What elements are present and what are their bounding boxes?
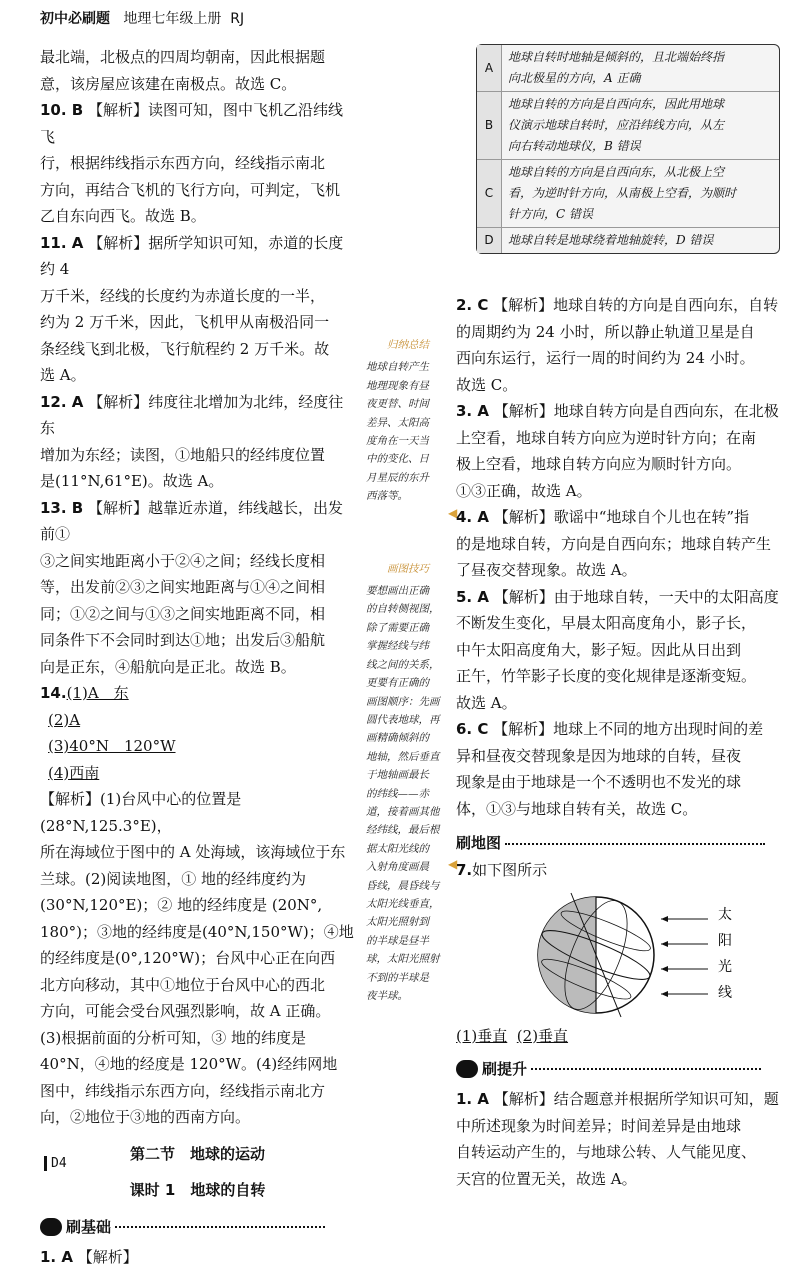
- q1-tag: 【解析】: [77, 1248, 138, 1267]
- q2-tag: 【解析】: [493, 296, 554, 314]
- q11-line: 选 A。: [40, 366, 86, 384]
- tip-line: 据太阳光线的: [366, 842, 429, 855]
- q2-line: 的周期约为 24 小时，所以静止轨道卫星是自: [456, 322, 755, 341]
- right-column: [456, 292, 786, 1192]
- q14-answer: (1)A 东: [66, 684, 129, 702]
- q10-line: 乙自东向西飞。故选 B。: [40, 207, 206, 225]
- summary-line: 夜更替、时间: [366, 398, 429, 411]
- q10-line: 读图可知，图中飞机乙沿纬线飞: [40, 101, 344, 146]
- section-title: 第二节 地球的运动: [129, 1144, 265, 1163]
- summary-line: 西落等。: [366, 490, 408, 503]
- row-line: 地球自转是地球绕着地轴旋转，D 错误: [508, 233, 714, 247]
- question-13: [40, 495, 355, 681]
- q3-line: 极上空看，地球自转方向应为顺时针方向。: [456, 455, 742, 473]
- row-line: 针方向，C 错误: [508, 207, 593, 221]
- q14-line: 方向，可能会受台风强烈影响，故 A 正确。: [40, 1002, 331, 1020]
- q14-line: (30°N,120°E)；② 地的经纬度是 (20N°,: [40, 896, 323, 914]
- advance-badge-label: 刷提升: [482, 1059, 528, 1078]
- q10-line: 方向，再结合飞机的飞行方向，可判定，飞机: [40, 180, 341, 199]
- tip-line: 圆代表地球，再: [366, 713, 440, 726]
- summary-line: 差异、太阳高: [366, 416, 429, 429]
- q12-number: 12. A: [40, 392, 84, 411]
- q5-line: 不断发生变化，早晨太阳高度角小，影子长，: [456, 614, 757, 632]
- q14-line: 兰球。(2)阅读地图，① 地的经纬度约为: [40, 869, 307, 888]
- q14-line: 的经纬度是(0°,120°W)；台风中心正在向西: [40, 949, 336, 967]
- sun-label: 阳: [718, 933, 732, 949]
- q2-line: 西向东运行，运行一周的时间约为 24 小时。: [456, 349, 755, 367]
- q2-line: 故选 C。: [456, 375, 518, 394]
- question-4: [456, 504, 786, 584]
- p1-line: 天宫的位置无关，故选 A。: [456, 1169, 637, 1188]
- q7-answer: (2)垂直: [516, 1027, 569, 1045]
- q13-line: 同；①②之间与①③之间实地距离不同，相: [40, 604, 326, 623]
- q13-line: 同条件下不会同时到达①地；出发后③船航: [40, 631, 326, 649]
- row-line: 向右转动地球仪，B 错误: [508, 139, 641, 153]
- option-analysis-table: [476, 44, 780, 254]
- q4-tag: 【解析】: [493, 508, 554, 526]
- q14-line: (1)台风中心的位置是(28°N,125.3°E)，: [40, 790, 242, 835]
- q3-line: ①③正确，故选 A。: [456, 481, 592, 500]
- q6-line: 地球上不同的地方出现时间的差: [553, 720, 764, 738]
- q2-line: 地球自转的方向是自西向东，自转: [553, 296, 779, 314]
- drawing-tip-tag: 画图技巧: [387, 562, 429, 575]
- tip-line: 画精确倾斜的: [366, 732, 429, 745]
- question-3: [456, 398, 786, 504]
- summary-line: 地理现象有昼: [366, 379, 429, 392]
- question-2: [456, 292, 786, 398]
- lesson-title: 课时 1 地球的自转: [129, 1181, 266, 1199]
- tip-line: 画图顺序：先画: [366, 695, 440, 708]
- row-line: 地球自转的方向是自西向东，从北极上空: [508, 165, 725, 179]
- dotted-divider: [531, 1068, 761, 1070]
- q14-line: 所在海域位于图中的 A 处海域，该海域位于东: [40, 843, 346, 861]
- tip-line: 更要有正确的: [366, 677, 429, 690]
- tip-line: 球，太阳光照射: [366, 953, 440, 966]
- q11-line: 条经线飞到北极，飞行航程约 2 万千米。故: [40, 339, 330, 358]
- tip-line: 掌握经线与纬: [366, 640, 429, 653]
- pointer-arrow-icon: ◀: [448, 506, 458, 520]
- p1-tag: 【解析】: [493, 1090, 554, 1109]
- question-11: [40, 230, 355, 389]
- q7-text: 如下图所示: [472, 860, 548, 879]
- left-column: [40, 44, 355, 1271]
- q14-answer: (3)40°N 120°W: [48, 737, 176, 755]
- q5-line: 中午太阳高度角大，影子短。因此从日出到: [456, 640, 742, 659]
- q12-line: 纬度往北增加为北纬，经度往东: [40, 392, 344, 437]
- q4-line: 歌谣中“地球自个儿也在转”指: [553, 508, 750, 526]
- row-line: 仪演示地球自转时，应沿纬线方向，从左: [508, 118, 725, 132]
- q14-answer: (2)A: [48, 710, 81, 729]
- intro-line-2: 意，该房屋应该建在南极点。故选 C。: [40, 74, 297, 93]
- page-header: [40, 8, 244, 28]
- q13-line: 越靠近赤道，纬线越长，出发前①: [40, 498, 344, 543]
- drawing-tip-text: [366, 582, 450, 1005]
- q5-number: 5. A: [456, 587, 489, 606]
- table-row: [477, 228, 779, 253]
- q5-line: 由于地球自转，一天中的太阳高度: [553, 587, 779, 606]
- q13-number: 13. B: [40, 498, 84, 517]
- question-6: [456, 716, 786, 822]
- dotted-divider: [115, 1226, 325, 1228]
- q14-line: 向，②地位于③地的西南方向。: [40, 1108, 251, 1126]
- row-label: B: [477, 92, 502, 159]
- sun-label: 太: [718, 907, 732, 923]
- advance-badge: [456, 1056, 761, 1083]
- q12-line: 是(11°N,61°E)。故选 A。: [40, 472, 224, 490]
- q1-number: 1. A: [40, 1248, 73, 1267]
- q3-line: 地球自转方向是自西向东，在北极: [553, 402, 779, 420]
- q6-line: 异和昼夜交替现象是因为地球的自转，昼夜: [456, 746, 742, 765]
- q14-line: 图中，纬线指示东西方向，经线指示南北方: [40, 1081, 326, 1100]
- q3-tag: 【解析】: [493, 402, 554, 420]
- q4-line: 的是地球自转，方向是自西向东；地球自转产生: [456, 534, 772, 553]
- q10-number: 10. B: [40, 101, 84, 119]
- globe-figure: [456, 889, 786, 1021]
- q6-number: 6. C: [456, 720, 489, 738]
- row-line: 地球自转的方向是自西向东，因此用地球: [508, 97, 725, 111]
- tip-line: 的纬线——赤: [366, 787, 429, 800]
- tip-line: 道，接着画其他: [366, 805, 440, 818]
- row-line: 看，为逆时针方向，从南极上空看，为顺时: [508, 186, 737, 200]
- q5-tag: 【解析】: [493, 587, 554, 606]
- q14-number: 14.: [40, 684, 67, 702]
- tip-line: 地轴，然后垂直: [366, 750, 440, 763]
- sun-label: 线: [718, 985, 732, 1001]
- badge-icon: [456, 1060, 478, 1078]
- row-label: A: [477, 45, 502, 91]
- tip-line: 昏线，晨昏线与: [366, 879, 440, 892]
- q7-number: 7.: [456, 860, 473, 879]
- p1-line: 结合题意并根据所学知识可知，题: [553, 1090, 779, 1109]
- tip-line: 太阳光照射到: [366, 916, 429, 929]
- q14-tag: 【解析】: [40, 790, 101, 808]
- p1-line: 自转运动产生的，与地球公转、人气能见度、: [456, 1143, 757, 1162]
- summary-line: 度角在一天当: [366, 435, 429, 448]
- page-number: D4: [44, 1156, 67, 1171]
- tip-line: 不到的半球是: [366, 971, 429, 984]
- tip-line: 线之间的关系，: [366, 658, 440, 671]
- q5-line: 正午，竹竿影子长度的变化规律是逐渐变短。: [456, 667, 757, 685]
- question-10: [40, 97, 355, 230]
- q6-tag: 【解析】: [493, 720, 554, 738]
- q14-line: (3)根据前面的分析可知，③ 地的纬度是: [40, 1028, 307, 1047]
- tip-line: 入射角度画晨: [366, 861, 429, 874]
- earth-rotation-diagram: [456, 889, 786, 1021]
- q14-line: 180°)；③地的经纬度是(40°N,150°W)；④地: [40, 922, 354, 941]
- q12-line: 增加为东经；读图，①地船只的经纬度位置: [40, 445, 326, 464]
- question-12: [40, 389, 355, 495]
- q11-line: 万千米，经线的长度约为赤道长度的一半，: [40, 286, 326, 305]
- side-notes: [366, 336, 450, 1005]
- q12-tag: 【解析】: [88, 392, 149, 411]
- badge-icon: [40, 1218, 62, 1236]
- book-title: 初中必刷题: [40, 11, 110, 27]
- p1-number: 1. A: [456, 1090, 489, 1109]
- tip-line: 的半球是昼半: [366, 934, 429, 947]
- tip-line: 经纬线，最后根: [366, 824, 440, 837]
- q4-line: 了昼夜交替现象。故选 A。: [456, 561, 637, 579]
- book-edition: RJ: [230, 11, 245, 27]
- table-row: [477, 92, 779, 160]
- basic-badge-label: 刷基础: [66, 1217, 112, 1236]
- q14-line: 北方向移动，其中①地位于台风中心的西北: [40, 975, 326, 994]
- table-row: [477, 160, 779, 228]
- dotted-divider: [505, 843, 765, 845]
- sunlight-arrow-icon: [661, 966, 668, 972]
- sunlight-arrow-icon: [661, 916, 668, 922]
- map-heading: [456, 830, 786, 857]
- map-heading-label: 刷地图: [456, 834, 502, 852]
- row-label: D: [477, 228, 502, 253]
- q2-number: 2. C: [456, 296, 489, 314]
- sunlight-arrow-icon: [661, 991, 668, 997]
- tip-line: 除了需要正确: [366, 621, 429, 634]
- q3-line: 上空看，地球自转方向应为逆时针方向；在南: [456, 428, 757, 447]
- summary-tag: 归纳总结: [387, 339, 429, 351]
- p1-line: 中所述现象为时间差异；时间差异是由地球: [456, 1116, 742, 1135]
- q13-tag: 【解析】: [88, 498, 149, 517]
- summary-text: [366, 358, 450, 505]
- q3-number: 3. A: [456, 402, 489, 420]
- q13-line: ③之间实地距离小于②④之间；经线长度相: [40, 551, 326, 570]
- q11-number: 11. A: [40, 233, 84, 252]
- row-line: 地球自转时地轴是倾斜的，且北端始终指: [508, 50, 725, 64]
- improve-question-1: [456, 1086, 786, 1192]
- tip-line: 于地轴画最长: [366, 769, 429, 782]
- q6-line: 体，①③与地球自转有关，故选 C。: [456, 799, 698, 818]
- question-5: [456, 584, 786, 717]
- q14-line: 40°N，④地的经度是 120°W。(4)经纬网地: [40, 1055, 338, 1073]
- row-label: C: [477, 160, 502, 227]
- row-line: 向北极星的方向，A 正确: [508, 71, 641, 85]
- q13-line: 向是正东，④船航向是正北。故选 B。: [40, 657, 296, 676]
- tip-line: 夜半球。: [366, 990, 408, 1002]
- tip-line: 太阳光线垂直，: [366, 897, 440, 910]
- q13-line: 等，出发前②③之间实地距离与①④之间相: [40, 578, 326, 596]
- pointer-arrow-icon: ◀: [448, 857, 458, 871]
- tip-line: 的自转侧视图，: [366, 603, 440, 616]
- tip-line: 要想画出正确: [366, 585, 429, 598]
- q5-line: 故选 A。: [456, 693, 517, 712]
- q14-answer: (4)西南: [48, 763, 100, 782]
- q7-answer: (1)垂直: [456, 1027, 508, 1045]
- question-14: [40, 680, 355, 1131]
- basic-badge: [40, 1214, 325, 1241]
- sunlight-arrow-icon: [661, 941, 668, 947]
- intro-line-1: 最北端，北极点的四周均朝南，因此根据题: [40, 48, 326, 66]
- question-7: [456, 857, 786, 1050]
- q10-tag: 【解析】: [88, 101, 149, 119]
- summary-line: 月星辰的东升: [366, 471, 429, 484]
- q11-line: 约为 2 万千米，因此，飞机甲从南极沿同一: [40, 313, 330, 331]
- q6-line: 现象是由于地球是一个不透明也不发光的球: [456, 773, 742, 791]
- q11-tag: 【解析】: [88, 233, 149, 252]
- q11-line: 据所学知识可知，赤道的长度约 4: [40, 233, 344, 278]
- summary-line: 地球自转产生: [366, 361, 429, 374]
- q4-number: 4. A: [456, 508, 489, 526]
- summary-line: 中的变化、日: [366, 453, 429, 466]
- table-row: [477, 45, 779, 92]
- sun-label: 光: [718, 959, 732, 975]
- book-subject: 地理七年级上册: [123, 11, 222, 27]
- q10-line: 行，根据纬线指示东西方向，经线指示南北: [40, 154, 326, 172]
